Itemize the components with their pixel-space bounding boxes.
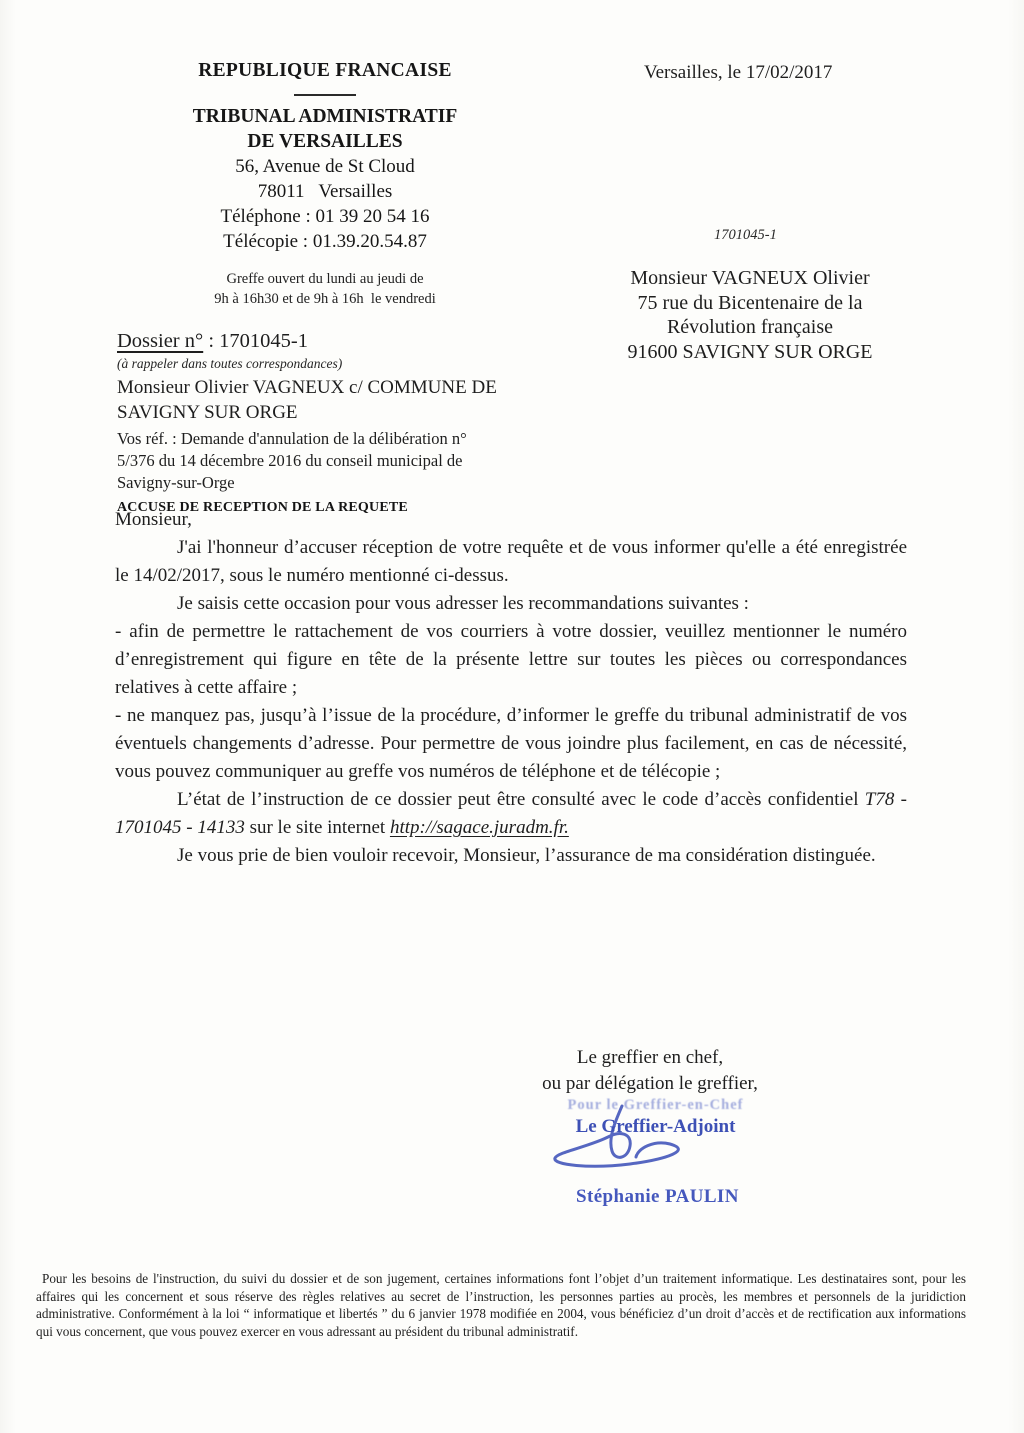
legal-footer: Pour les besoins de l'instruction, du suivi du dossier et de son jugement, certaines informations font l’objet d’un traitement informatique. Les destinataires sont, pour les affaires qui les concernent et sous réserve des règles relatives au secret de l’instruction, les personnes parties au procès, les membres et personnels de la juridiction administrative. Conformément à la loi “ informatique et libertés ” du 6 janvier 1978 modifiée en 2004, vous bénéficiez d’un droit d’accès et de rectification aux informations qui vous concernent, que vous pouvez exercer en vous adressant au président du tribunal administratif. [36, 1271, 966, 1340]
dossier-number-line [117, 330, 553, 353]
dossier-number: : 1701045-1 [203, 330, 308, 352]
closing-block [470, 1045, 830, 1097]
reference-number: 1701045-1 [714, 227, 777, 243]
paragraph-acknowledgement: J'ai l'honneur d’accuser réception de votre requête et de vous informer qu'elle a été enregistrée le 14/02/2017, sous le numéro mentionné ci-dessus. [115, 537, 907, 586]
date-line: Versailles, le 17/02/2017 [644, 62, 833, 83]
office-hours [105, 270, 545, 309]
court-name-line2: DE VERSAILLES [247, 131, 403, 152]
your-reference-line2: 5/376 du 14 décembre 2016 du conseil municipal de [117, 451, 463, 470]
access-code-text-before: L’état de l’instruction de ce dossier peut être consulté avec le code d’accès confidentiel [177, 789, 865, 810]
access-code-value: T78 - 1701045 - 14133 [115, 789, 907, 838]
sender-address-line1: 56, Avenue de St Cloud [235, 156, 415, 177]
heading-divider [294, 94, 356, 96]
stamp-line-for-chief-clerk: Pour le Greffier-en-Chef [567, 1097, 744, 1113]
case-parties-line1: Monsieur Olivier VAGNEUX c/ COMMUNE DE [117, 377, 497, 398]
your-reference-line3: Savigny-sur-Orge [117, 473, 235, 492]
dossier-note: (à rappeler dans toutes correspondances) [117, 356, 343, 371]
case-parties [117, 375, 553, 425]
recipient-address-block [563, 266, 937, 364]
sender-address-line2: 78011 Versailles [257, 181, 393, 202]
office-hours-line1: Greffe ouvert du lundi au jeudi de [226, 271, 424, 287]
recipient-street2: Révolution française [666, 316, 834, 338]
closing-title-line1: Le greffier en chef, [576, 1047, 724, 1068]
sender-block [105, 58, 545, 254]
recipient-city: 91600 SAVIGNY SUR ORGE [627, 340, 873, 363]
signature-ink [548, 1102, 718, 1182]
recommendation-item-1: - afin de permettre le rattachement de vos courriers à votre dossier, veuillez mentionner le numéro d’enregistrement qui figure en tête de la présente lettre sur toutes les pièces ou correspondances relatives à cette affaire ; [115, 621, 907, 698]
your-reference-line1: Vos réf. : Demande d'annulation de la délibération n° [117, 429, 467, 448]
republic-heading: REPUBLIQUE FRANCAISE [198, 60, 452, 81]
paragraph-valediction: Je vous prie de bien vouloir recevoir, Monsieur, l’assurance de ma considération distinguée. [177, 845, 876, 866]
paragraph-recommendations-intro: Je saisis cette occasion pour vous adresser les recommandations suivantes : [177, 593, 749, 614]
recipient-street: 75 rue du Bicentenaire de la [637, 291, 863, 314]
sagace-url: http://sagace.juradm.fr. [389, 817, 569, 838]
letter-subject: ACCUSE DE RECEPTION DE LA REQUETE [117, 500, 408, 515]
dossier-label: Dossier n° [117, 330, 204, 352]
stamp-signatory-name: Stéphanie PAULIN [576, 1186, 739, 1207]
office-hours-line2: 9h à 16h30 et de 9h à 16h le vendredi [214, 290, 436, 307]
recommendation-item-2: - ne manquez pas, jusqu’à l’issue de la procédure, d’informer le greffe du tribunal administratif de vos éventuels changements d’adresse. Pour permettre de vous joindre plus facilement, en cas de nécessité, vous pouvez communiquer au greffe vos numéros de téléphone et de télécopie ; [115, 705, 907, 782]
letter-body [115, 506, 907, 870]
case-parties-line2: SAVIGNY SUR ORGE [117, 402, 298, 423]
court-name-line1: TRIBUNAL ADMINISTRATIF [192, 106, 458, 127]
your-reference [117, 428, 553, 494]
sender-phone: Téléphone : 01 39 20 54 16 [220, 206, 430, 227]
sender-fax: Télécopie : 01.39.20.54.87 [223, 231, 427, 252]
paragraph-access-code [115, 786, 907, 842]
salutation: Monsieur, [115, 509, 192, 530]
stamp-line-deputy-clerk: Le Greffier-Adjoint [575, 1116, 736, 1137]
recipient-name: Monsieur VAGNEUX Olivier [630, 267, 870, 289]
closing-title-line2: ou par délégation le greffier, [542, 1073, 758, 1094]
access-code-text-mid: sur le site internet [244, 817, 390, 838]
dossier-block [117, 330, 553, 516]
